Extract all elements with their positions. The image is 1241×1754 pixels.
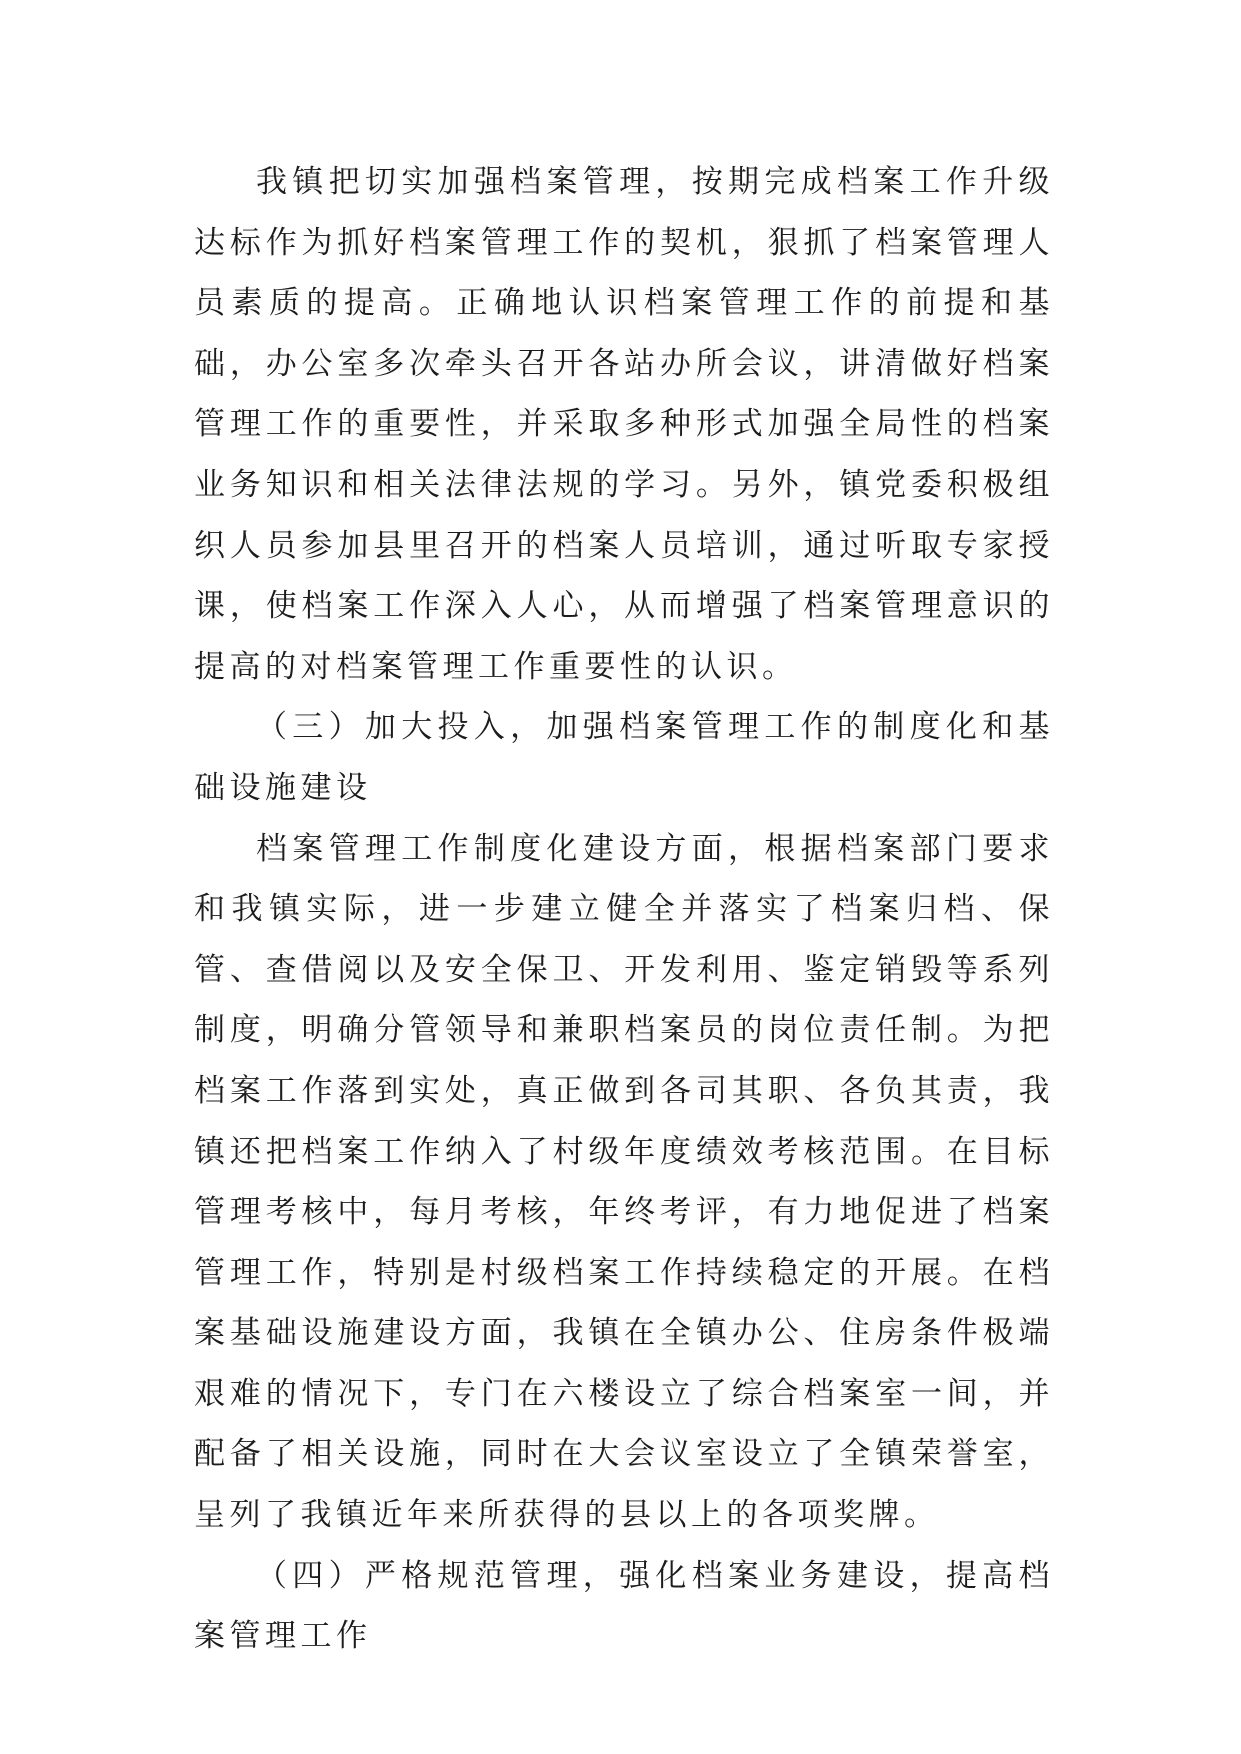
document-page xyxy=(194,152,1054,1667)
section-heading-4: （四）严格规范管理，强化档案业务建设，提高档案管理工作 xyxy=(194,1557,1054,1655)
section-heading-3: （三）加大投入，加强档案管理工作的制度化和基础设施建设 xyxy=(194,709,1054,806)
paragraph-personnel-training: 我镇把切实加强档案管理，按期完成档案工作升级达标作为抓好档案管理工作的契机，狠抓了档案管理人员素质的提高。正确地认识档案管理工作的前提和基础，办公室多次牵头召开各站办所会议，讲清做好档案管理工作的重要性，并采取多种形式加强全局性的档案业务知识和相关法律法规的学习。另外，镇党委积极组织人员参加县里召开的档案人员培训，通过听取专家授课，使档案工作深入人心，从而增强了档案管理意识的提高的对档案管理工作重要性的认识。 xyxy=(194,164,1054,685)
paragraph-institutional-building: 档案管理工作制度化建设方面，根据档案部门要求和我镇实际，进一步建立健全并落实了档案归档、保管、查借阅以及安全保卫、开发利用、鉴定销毁等系列制度，明确分管领导和兼职档案员的岗位责任制。为把档案工作落到实处，真正做到各司其职、各负其责，我镇还把档案工作纳入了村级年度绩效考核范围。在目标管理考核中，每月考核，年终考评，有力地促进了档案管理工作，特别是村级档案工作持续稳定的开展。在档案基础设施建设方面，我镇在全镇办公、住房条件极端艰难的情况下，专门在六楼设立了综合档案室一间，并配备了相关设施，同时在大会议室设立了全镇荣誉室，呈列了我镇近年来所获得的县以上的各项奖牌。 xyxy=(194,830,1054,1534)
